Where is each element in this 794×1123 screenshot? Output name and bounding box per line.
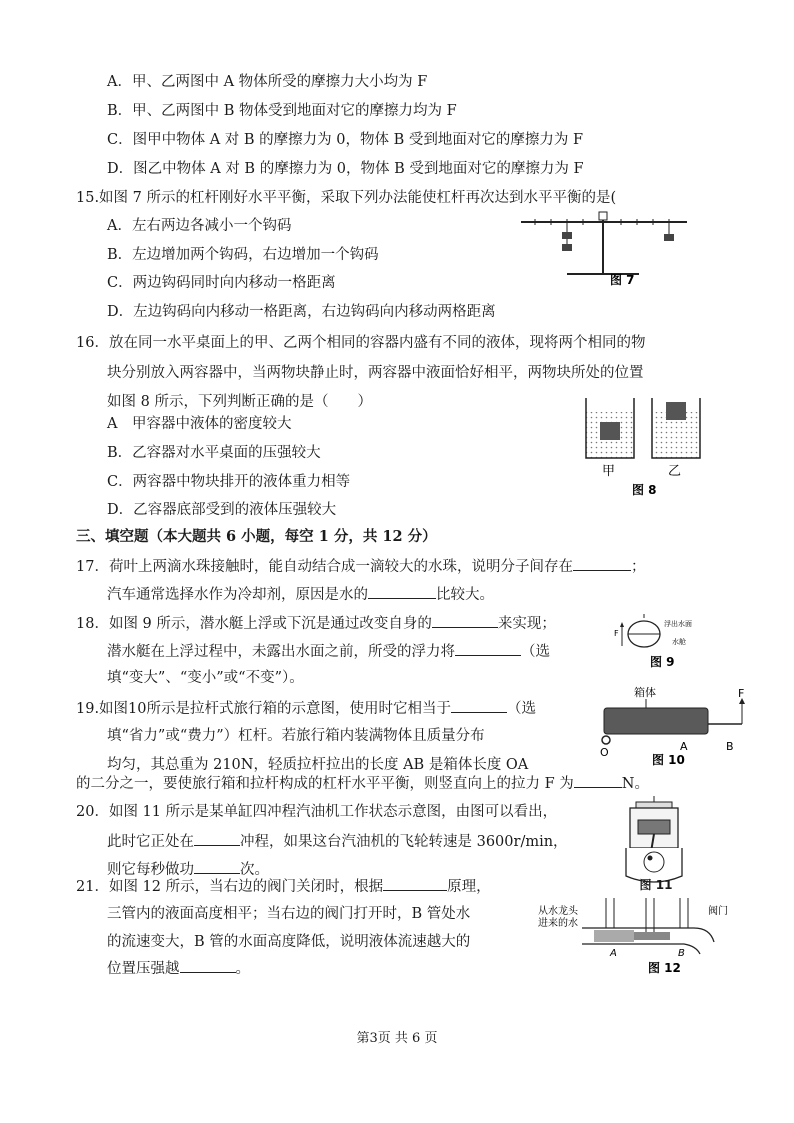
- suitcase-box-label: 箱体: [634, 686, 656, 699]
- suitcase-point-o: O: [600, 746, 609, 759]
- q19-line3: 均匀，其总重为 210N，轻质拉杆拉出的长度 AB 是箱体长度 OA: [107, 757, 529, 773]
- suitcase-point-b: B: [726, 740, 734, 753]
- q16-option-a: A 甲容器中液体的密度较大: [107, 416, 292, 432]
- q15-option-c: C．两边钩码同时向内移动一格距离: [107, 275, 336, 291]
- fig8-caption: 图 8: [632, 483, 657, 497]
- q21-blank-2[interactable]: [180, 958, 236, 973]
- q19-blank-2[interactable]: [574, 773, 622, 788]
- q20-blank-2[interactable]: [194, 859, 240, 874]
- q18-blank-1[interactable]: [432, 613, 498, 628]
- fig11-caption: 图 11: [639, 878, 673, 892]
- q20-line3: 则它每秒做功 次。: [107, 859, 269, 880]
- q15-option-a: A．左右两边各减小一个钩码: [107, 218, 292, 234]
- q18-blank-2[interactable]: [455, 641, 521, 656]
- pipes-point-a: A: [610, 948, 617, 959]
- lever-figure: [515, 208, 695, 288]
- page-number: 第3页 共 6 页: [356, 1031, 438, 1046]
- q18-line1: 18．如图 9 所示，潜水艇上浮或下沉是通过改变自身的 来实现；: [76, 613, 556, 634]
- suitcase-force-label: F: [738, 687, 745, 700]
- q14-option-a: A．甲、乙两图中 A 物体所受的摩擦力大小均为 F: [107, 74, 428, 90]
- q16-stem-line1: 16．放在同一水平桌面上的甲、乙两个相同的容器内盛有不同的液体，现将两个相同的物: [76, 335, 646, 351]
- q17-blank-2[interactable]: [368, 584, 436, 599]
- q20-blank-1[interactable]: [194, 831, 240, 846]
- q16-stem-line3: 如图 8 所示，下列判断正确的是（ ）: [107, 394, 372, 410]
- q16-option-b: B．乙容器对水平桌面的压强较大: [107, 445, 321, 461]
- q21-line1: 21．如图 12 所示，当右边的阀门关闭时，根据 原理，: [76, 876, 491, 897]
- submarine-tank-label: 水舱: [672, 638, 686, 646]
- q20-line1: 20．如图 11 所示是某单缸四冲程汽油机工作状态示意图，由图可以看出，: [76, 804, 558, 820]
- q14-option-d: D．图乙中物体 A 对 B 的摩擦力为 0，物体 B 受到地面对它的摩擦力为 F: [107, 161, 584, 177]
- suitcase-figure: [594, 684, 764, 772]
- q19-blank-1[interactable]: [451, 698, 507, 713]
- pipes-point-b: B: [678, 948, 685, 959]
- q21-line3: 的流速变大，B 管的水面高度降低，说明液体流速越大的: [107, 934, 471, 950]
- pipes-valve-label: 阀门: [708, 906, 728, 917]
- q17-line2: 汽车通常选择水作为冷却剂，原因是水的 比较大。: [107, 584, 494, 605]
- fig12-caption: 图 12: [648, 961, 681, 975]
- fig10-caption: 图 10: [652, 753, 685, 767]
- q16-stem-line2: 块分别放入两容器中，当两物块静止时，两容器中液面恰好相平，两物块所处的位置: [107, 365, 644, 381]
- fig7-caption: 图 7: [610, 273, 635, 287]
- containers-figure: [580, 396, 710, 498]
- suitcase-point-a: A: [680, 740, 688, 753]
- q15-stem: 15.如图 7 所示的杠杆刚好水平平衡，采取下列办法能使杠杆再次达到水平平衡的是(: [76, 190, 617, 206]
- container-jia-label: 甲: [602, 464, 616, 479]
- submarine-surface-label: 浮出水面: [664, 620, 692, 628]
- pipes-inlet-label-2: 进来的水: [538, 918, 578, 929]
- pipes-figure: [534, 894, 734, 976]
- q15-option-d: D．左边钩码向内移动一格距离，右边钩码向内移动两格距离: [107, 304, 496, 320]
- q21-line2: 三管内的液面高度相平；当右边的阀门打开时，B 管处水: [107, 906, 471, 922]
- q20-line2: 此时它正处在 冲程，如果这台汽油机的飞轮转速是 3600r/min，: [107, 831, 568, 852]
- q16-option-c: C．两容器中物块排开的液体重力相等: [107, 474, 351, 490]
- section-3-heading: 三、填空题（本大题共 6 小题，每空 1 分，共 12 分）: [76, 528, 437, 545]
- submarine-figure: [612, 614, 712, 670]
- submarine-force-label: F: [614, 629, 619, 638]
- pipes-inlet-label: 从水龙头: [538, 906, 578, 917]
- fig9-caption: 图 9: [650, 655, 675, 669]
- q17-line1: 17．荷叶上两滴水珠接触时，能自动结合成一滴较大的水珠，说明分子间存在 ；: [76, 556, 645, 577]
- q16-option-d: D．乙容器底部受到的液体压强较大: [107, 502, 337, 518]
- q18-line2: 潜水艇在上浮过程中，未露出水面之前，所受的浮力将 （选: [107, 641, 550, 662]
- q21-blank-1[interactable]: [383, 876, 447, 891]
- q14-option-b: B．甲、乙两图中 B 物体受到地面对它的摩擦力均为 F: [107, 103, 457, 119]
- q15-option-b: B．左边增加两个钩码，右边增加一个钩码: [107, 247, 379, 263]
- q19-line4: 的二分之一，要使旅行箱和拉杆构成的杠杆水平平衡，则竖直向上的拉力 F 为 N。: [76, 773, 649, 794]
- q21-line4: 位置压强越 。: [107, 958, 250, 979]
- q17-blank-1[interactable]: [573, 556, 631, 571]
- q18-line3: 填“变大”、“变小”或“不变”）。: [107, 670, 304, 686]
- q14-option-c: C．图甲中物体 A 对 B 的摩擦力为 0，物体 B 受到地面对它的摩擦力为 F: [107, 132, 584, 148]
- q19-line1: 19.如图10所示是拉杆式旅行箱的示意图，使用时它相当于 （选: [76, 698, 536, 719]
- q19-line2: 填“省力”或“费力”）杠杆。若旅行箱内装满物体且质量分布: [107, 728, 485, 744]
- container-yi-label: 乙: [668, 464, 682, 479]
